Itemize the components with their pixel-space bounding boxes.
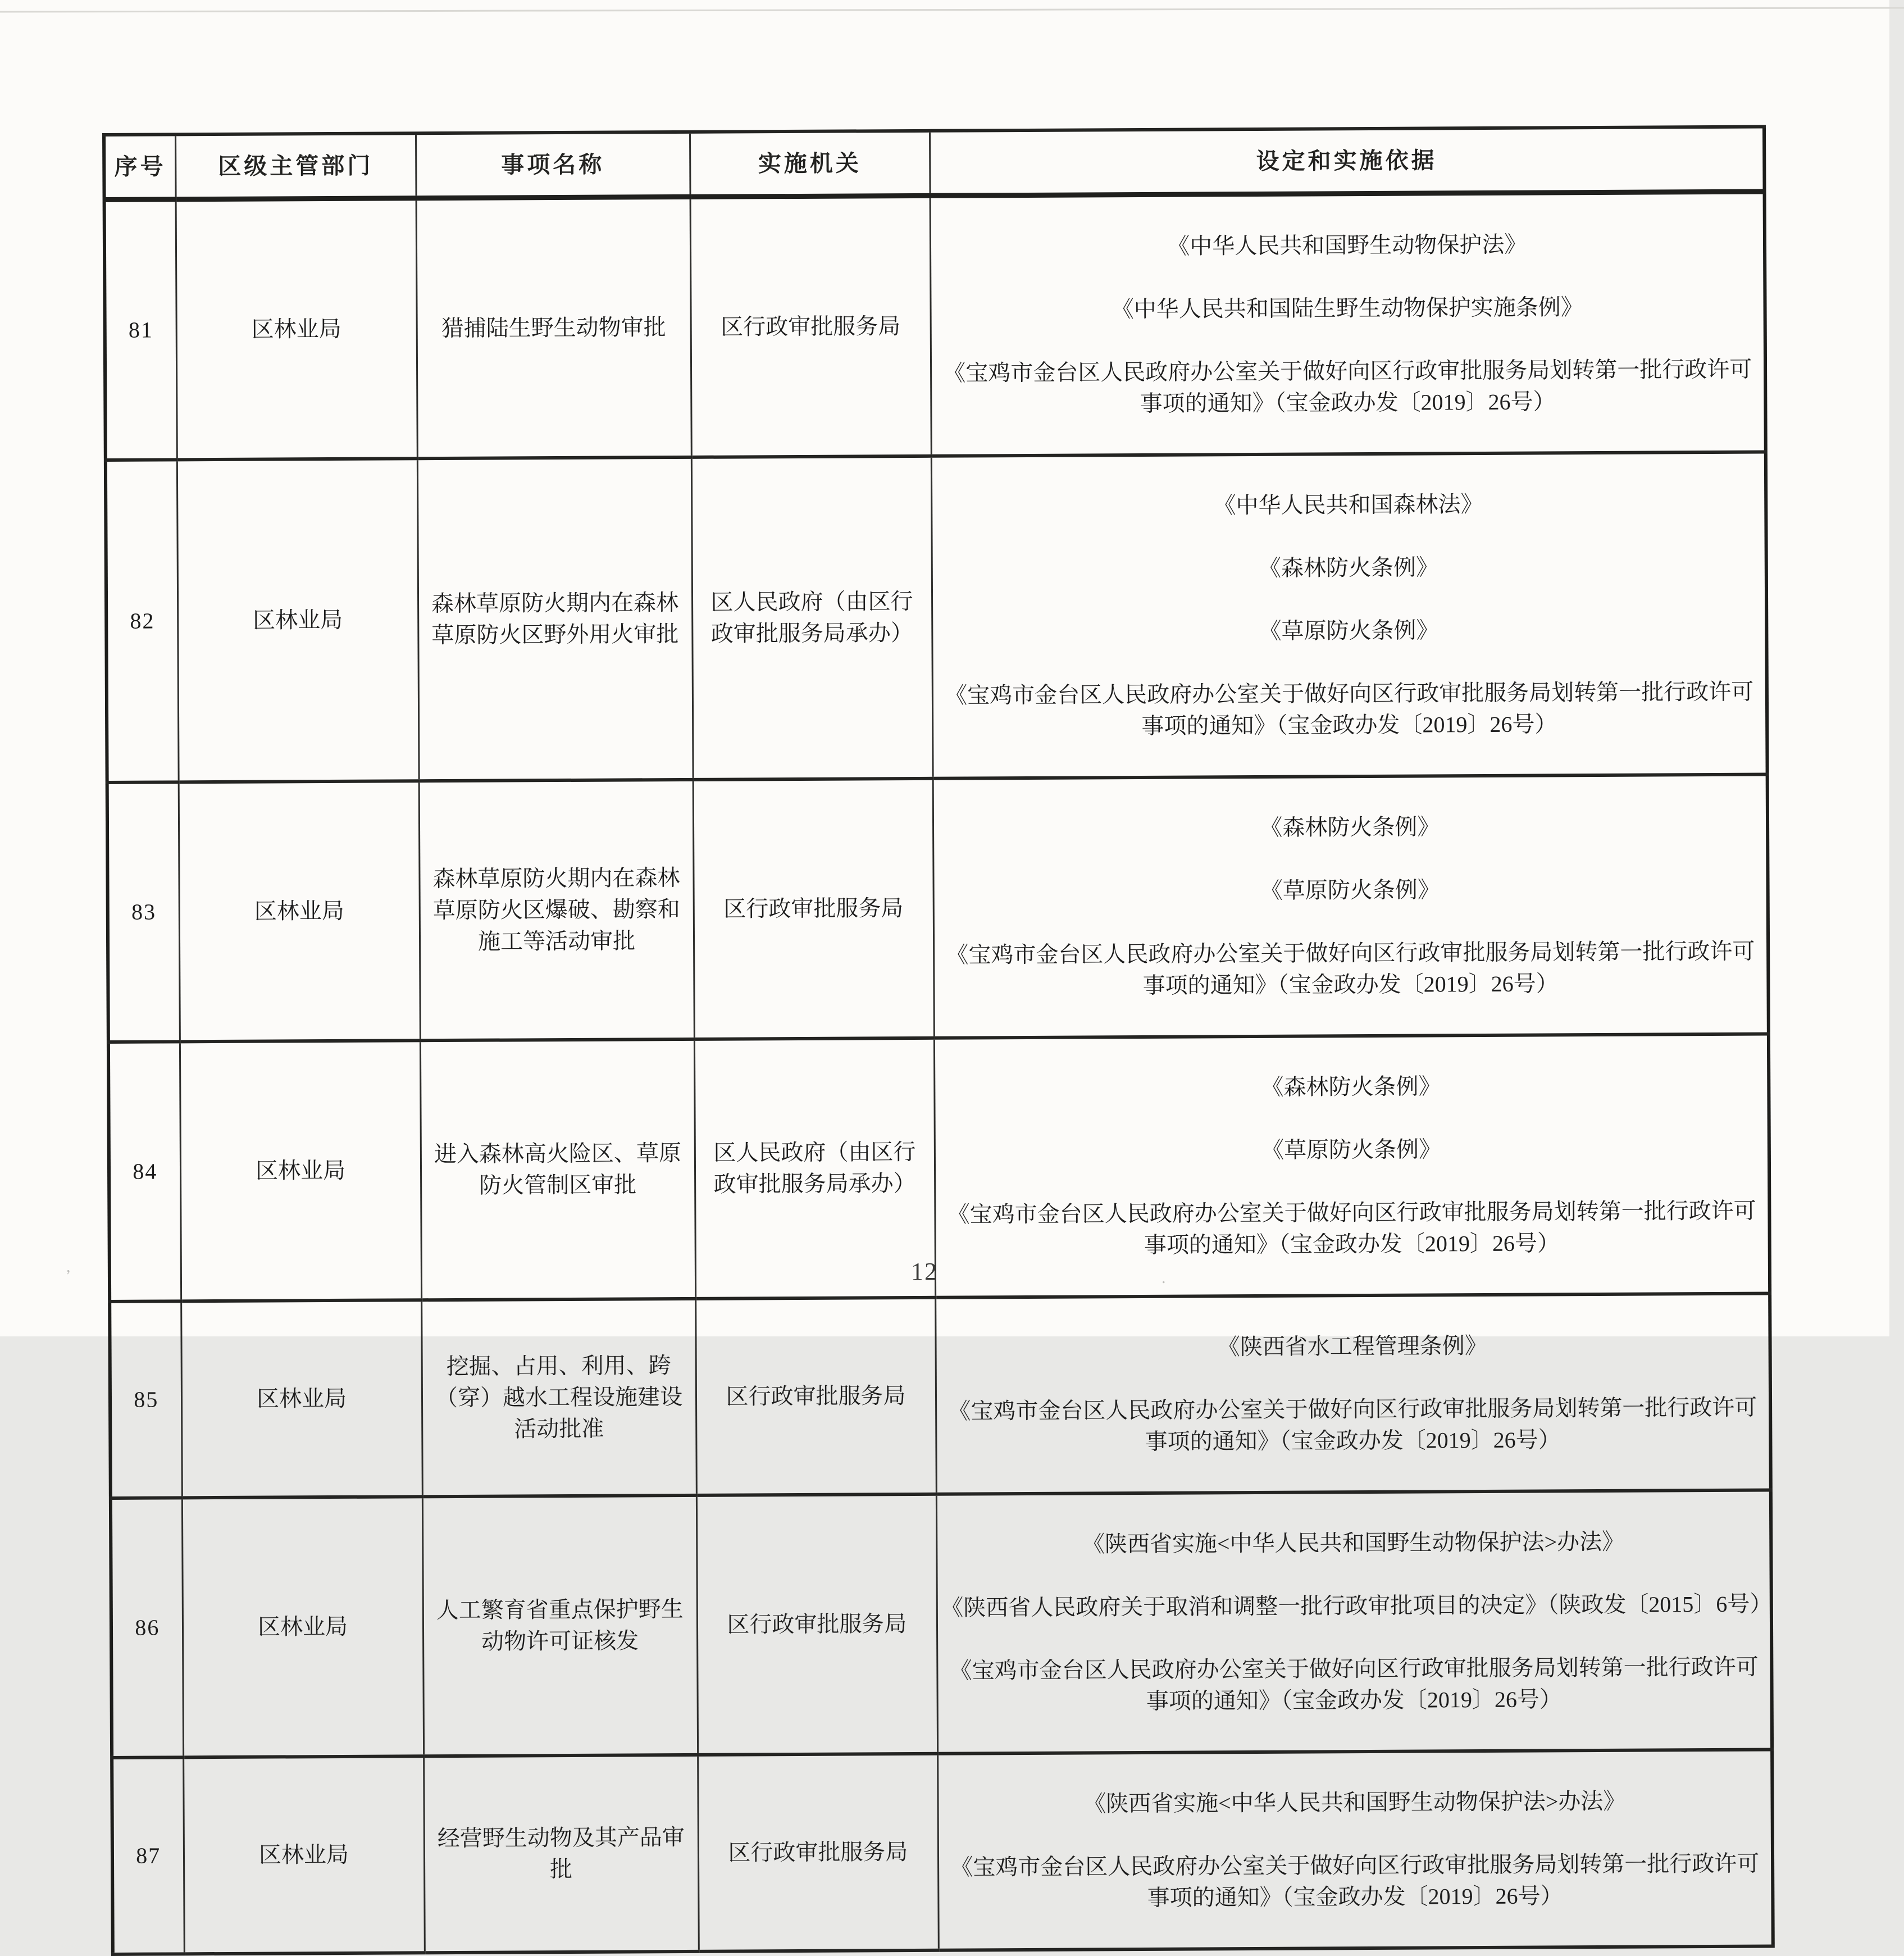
index-cell: 84: [108, 1041, 181, 1302]
department-cell: 区林业局: [180, 1040, 421, 1301]
index-cell: 81: [104, 199, 177, 460]
item-name-cell: 森林草原防火期内在森林 草原防火区爆破、勘察和 施工等活动审批: [419, 780, 694, 1040]
basis-line: 《中华人民共和国森林法》: [1213, 491, 1483, 518]
basis-line: 《陕西省实施<中华人民共和国野生动物保护法>办法》: [1083, 1788, 1626, 1817]
basis-line: 《陕西省实施<中华人民共和国野生动物保护法>办法》: [1082, 1529, 1625, 1557]
table-row: [111, 1490, 1772, 1758]
basis-line: 《草原防火条例》: [1261, 1136, 1442, 1163]
basis-line: 《中华人民共和国野生动物保护法》: [1167, 231, 1527, 259]
basis-line: 《森林防火条例》: [1258, 554, 1439, 581]
agency-cell: 区行政审批服务局: [696, 1494, 937, 1755]
department-cell: 区林业局: [182, 1496, 423, 1757]
basis-line: 《陕西省水工程管理条例》: [1217, 1332, 1487, 1360]
header-basis: 设定和实施依据: [930, 127, 1765, 196]
header-row: [104, 127, 1765, 200]
basis-cell: [935, 1294, 1771, 1494]
index-cell: 82: [106, 460, 179, 783]
scan-artifact-line: [0, 7, 1904, 12]
basis-cell: [931, 452, 1768, 779]
approval-items-table-wrap: [102, 125, 1771, 1956]
basis-cell: [937, 1750, 1773, 1950]
basis-line: 《草原防火条例》: [1259, 617, 1439, 644]
header-index: 序号: [104, 134, 176, 199]
table-row: [107, 775, 1769, 1042]
basis-line: 《宝鸡市金台区人民政府办公室关于做好向区行政审批服务局划转第一批行政许可事项的通知》（宝金政办发〔2019〕26号）: [950, 1850, 1760, 1910]
agency-cell: 区行政审批服务局: [693, 779, 934, 1039]
basis-line: 《宝鸡市金台区人民政府办公室关于做好向区行政审批服务局划转第一批行政许可事项的通知》（宝金政办发〔2019〕26号）: [949, 1654, 1759, 1714]
agency-cell: 区人民政府（由区行 政审批服务局承办）: [694, 1038, 935, 1299]
item-name-cell: 进入森林高火险区、草原 防火管制区审批: [420, 1039, 695, 1300]
scan-speck: .: [1161, 1268, 1166, 1287]
table-row: [106, 452, 1768, 783]
basis-cell: [934, 1034, 1770, 1298]
agency-cell: 区行政审批服务局: [690, 195, 931, 457]
header-item-name: 事项名称: [416, 132, 690, 198]
basis-line: 《宝鸡市金台区人民政府办公室关于做好向区行政审批服务局划转第一批行政许可事项的通知》（宝金政办发〔2019〕26号）: [943, 356, 1752, 416]
agency-cell: 区行政审批服务局: [698, 1754, 939, 1952]
page-number: 12: [911, 1258, 938, 1285]
basis-line: 《宝鸡市金台区人民政府办公室关于做好向区行政审批服务局划转第一批行政许可事项的通知》（宝金政办发〔2019〕26号）: [946, 938, 1755, 998]
department-cell: 区林业局: [181, 1300, 422, 1498]
department-cell: 区林业局: [176, 198, 417, 460]
item-name-cell: 猎捕陆生野生动物审批: [416, 197, 691, 458]
basis-line: 《宝鸡市金台区人民政府办公室关于做好向区行政审批服务局划转第一批行政许可事项的通知》（宝金政办发〔2019〕26号）: [948, 1394, 1757, 1454]
basis-cell: [933, 775, 1769, 1038]
item-name-cell: 人工繁育省重点保护野生 动物许可证核发: [422, 1495, 698, 1756]
basis-line: 《中华人民共和国陆生野生动物保护实施条例》: [1111, 294, 1583, 322]
basis-cell: [930, 192, 1766, 456]
item-name-cell: 森林草原防火期内在森林 草原防火区野外用火审批: [417, 457, 693, 781]
item-name-cell: 经营野生动物及其产品审 批: [423, 1755, 699, 1953]
table-row: [104, 192, 1766, 460]
basis-line: 《森林防火条例》: [1260, 814, 1440, 840]
header-department: 区级主管部门: [175, 133, 416, 199]
approval-items-table: [102, 125, 1775, 1956]
table-row: [108, 1034, 1770, 1302]
scan-speck: ,: [66, 1257, 71, 1276]
table-header: [104, 127, 1765, 200]
index-cell: 86: [111, 1498, 183, 1758]
basis-line: 《宝鸡市金台区人民政府办公室关于做好向区行政审批服务局划转第一批行政许可事项的通知》（宝金政办发〔2019〕26号）: [945, 679, 1754, 739]
index-cell: 83: [107, 782, 180, 1042]
index-cell: 85: [110, 1301, 182, 1498]
basis-cell: [936, 1490, 1772, 1754]
table-row: [112, 1750, 1773, 1954]
basis-line: 《宝鸡市金台区人民政府办公室关于做好向区行政审批服务局划转第一批行政许可事项的通知》（宝金政办发〔2019〕26号）: [947, 1198, 1756, 1258]
basis-line: 《草原防火条例》: [1260, 877, 1440, 903]
agency-cell: 区行政审批服务局: [695, 1298, 936, 1495]
table-row: [110, 1294, 1771, 1498]
department-cell: 区林业局: [183, 1756, 425, 1954]
basis-line: 《森林防火条例》: [1261, 1073, 1441, 1100]
index-cell: 87: [112, 1757, 184, 1954]
department-cell: 区林业局: [179, 781, 420, 1041]
department-cell: 区林业局: [177, 458, 419, 782]
header-agency: 实施机关: [690, 131, 930, 197]
item-name-cell: 挖掘、占用、利用、跨 （穿）越水工程设施建设 活动批准: [421, 1299, 696, 1496]
agency-cell: 区人民政府（由区行 政审批服务局承办）: [691, 456, 933, 780]
basis-line: 《陕西省人民政府关于取消和调整一批行政审批项目的决定》（陕政发〔2015〕6号）: [941, 1591, 1773, 1621]
